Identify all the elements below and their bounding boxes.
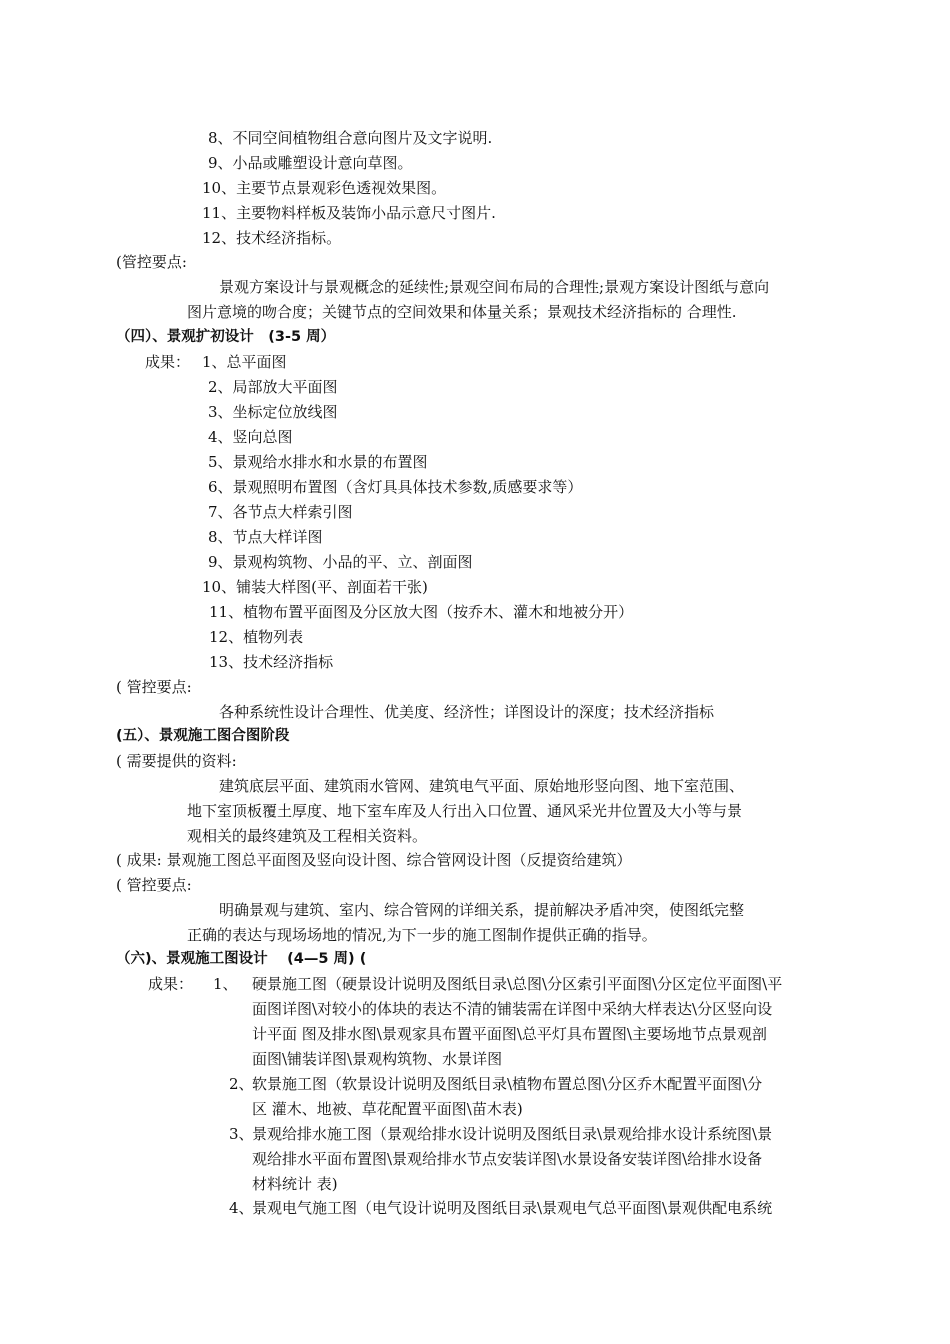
s5-control-text-1: 明确景观与建筑、室内、综合管网的详细关系，提前解决矛盾冲突，使图纸完整	[219, 901, 745, 919]
s4-item-2: 2、局部放大平面图	[208, 378, 338, 396]
s5-control-label: ( 管控要点:	[116, 876, 192, 894]
s5-control-text-2: 正确的表达与现场场地的情况,为下一步的施工图制作提供正确的指导。	[187, 926, 657, 944]
s6-item-1-line-4: 面图\铺装详图\景观构筑物、水景详图	[252, 1050, 503, 1068]
s3-item-8: 8、不同空间植物组合意向图片及文字说明.	[208, 129, 493, 147]
s4-item-7: 7、各节点大样索引图	[208, 503, 353, 521]
s6-item-2-num: 2、	[229, 1075, 254, 1093]
s4-control-text: 各种系统性设计合理性、优美度、经济性；详图设计的深度；技术经济指标	[219, 703, 715, 721]
s6-item-3-line-1: 景观给排水施工图（景观给排水设计说明及图纸目录\景观给排水设计系统图\景	[252, 1125, 773, 1143]
s6-item-3-line-3: 材料统计 表)	[252, 1175, 338, 1193]
s6-item-3-num: 3、	[229, 1125, 254, 1143]
s4-item-10: 10、铺装大样图(平、剖面若干张)	[202, 578, 428, 596]
s3-control-text-2: 图片意境的吻合度；关键节点的空间效果和体量关系；景观技术经济指标的 合理性.	[187, 303, 737, 321]
s4-heading: （四）、景观扩初设计 (3-5 周）	[116, 329, 336, 345]
s6-item-2-line-1: 软景施工图（软景设计说明及图纸目录\植物布置总图\分区乔木配置平面图\分	[252, 1075, 763, 1093]
s3-item-9: 9、小品或雕塑设计意向草图。	[208, 154, 413, 172]
s4-item-6: 6、景观照明布置图（含灯具具体技术参数,质感要求等）	[208, 478, 583, 496]
s4-item-12: 12、植物列表	[209, 628, 304, 646]
s3-item-12: 12、技术经济指标。	[202, 229, 342, 247]
s6-item-1-num: 1、	[213, 975, 238, 993]
s5-results-line: ( 成果: 景观施工图总平面图及竖向设计图、综合管网设计图（反提资给建筑）	[116, 851, 632, 869]
s6-item-1-line-1: 硬景施工图（硬景设计说明及图纸目录\总图\分区索引平面图\分区定位平面图\平	[252, 975, 783, 993]
s4-control-label: ( 管控要点:	[116, 678, 192, 696]
s6-heading: （六)、景观施工图设计 (4—5 周) (	[116, 951, 367, 967]
s6-results-label: 成果：	[148, 975, 194, 993]
s4-item-4: 4、竖向总图	[208, 428, 293, 446]
s6-item-4-num: 4、	[229, 1199, 254, 1217]
s3-control-text-1: 景观方案设计与景观概念的延续性;景观空间布局的合理性;景观方案设计图纸与意向	[219, 278, 770, 296]
s5-materials-text-3: 观相关的最终建筑及工程相关资料。	[187, 827, 428, 845]
s5-heading: (五）、景观施工图合图阶段	[116, 728, 290, 744]
s6-item-1-line-3: 计平面 图及排水图\景观家具布置平面图\总平灯具布置图\主要场地节点景观剖	[252, 1025, 767, 1043]
s4-item-1: 1、总平面图	[202, 353, 287, 371]
s4-item-8: 8、节点大样详图	[208, 528, 323, 546]
s6-item-1-line-2: 面图详图\对较小的体块的表达不清的铺装需在详图中采纳大样表达\分区竖向设	[252, 1000, 773, 1018]
s6-item-2-line-2: 区 灌木、地被、草花配置平面图\苗木表)	[252, 1100, 523, 1118]
s4-item-3: 3、坐标定位放线图	[208, 403, 338, 421]
s5-materials-label: ( 需要提供的资料:	[116, 752, 237, 770]
s3-control-label: (管控要点:	[116, 253, 187, 271]
s6-item-4-line-1: 景观电气施工图（电气设计说明及图纸目录\景观电气总平面图\景观供配电系统	[252, 1199, 773, 1217]
s4-results-label: 成果：	[145, 353, 191, 371]
s4-item-13: 13、技术经济指标	[209, 653, 334, 671]
s3-item-10: 10、主要节点景观彩色透视效果图。	[202, 179, 447, 197]
s4-item-9: 9、景观构筑物、小品的平、立、剖面图	[208, 553, 473, 571]
s6-item-3-line-2: 观给排水平面布置图\景观给排水节点安装详图\水景设备安装详图\给排水设备	[252, 1150, 763, 1168]
s5-materials-text-1: 建筑底层平面、建筑雨水管网、建筑电气平面、原始地形竖向图、地下室范围、	[219, 777, 745, 795]
s4-item-11: 11、植物布置平面图及分区放大图（按乔木、灌木和地被分开）	[209, 603, 634, 621]
s5-materials-text-2: 地下室顶板覆土厚度、地下室车库及人行出入口位置、通风采光井位置及大小等与景	[187, 802, 743, 820]
s3-item-11: 11、主要物料样板及装饰小品示意尺寸图片.	[202, 204, 496, 222]
s4-item-5: 5、景观给水排水和水景的布置图	[208, 453, 428, 471]
